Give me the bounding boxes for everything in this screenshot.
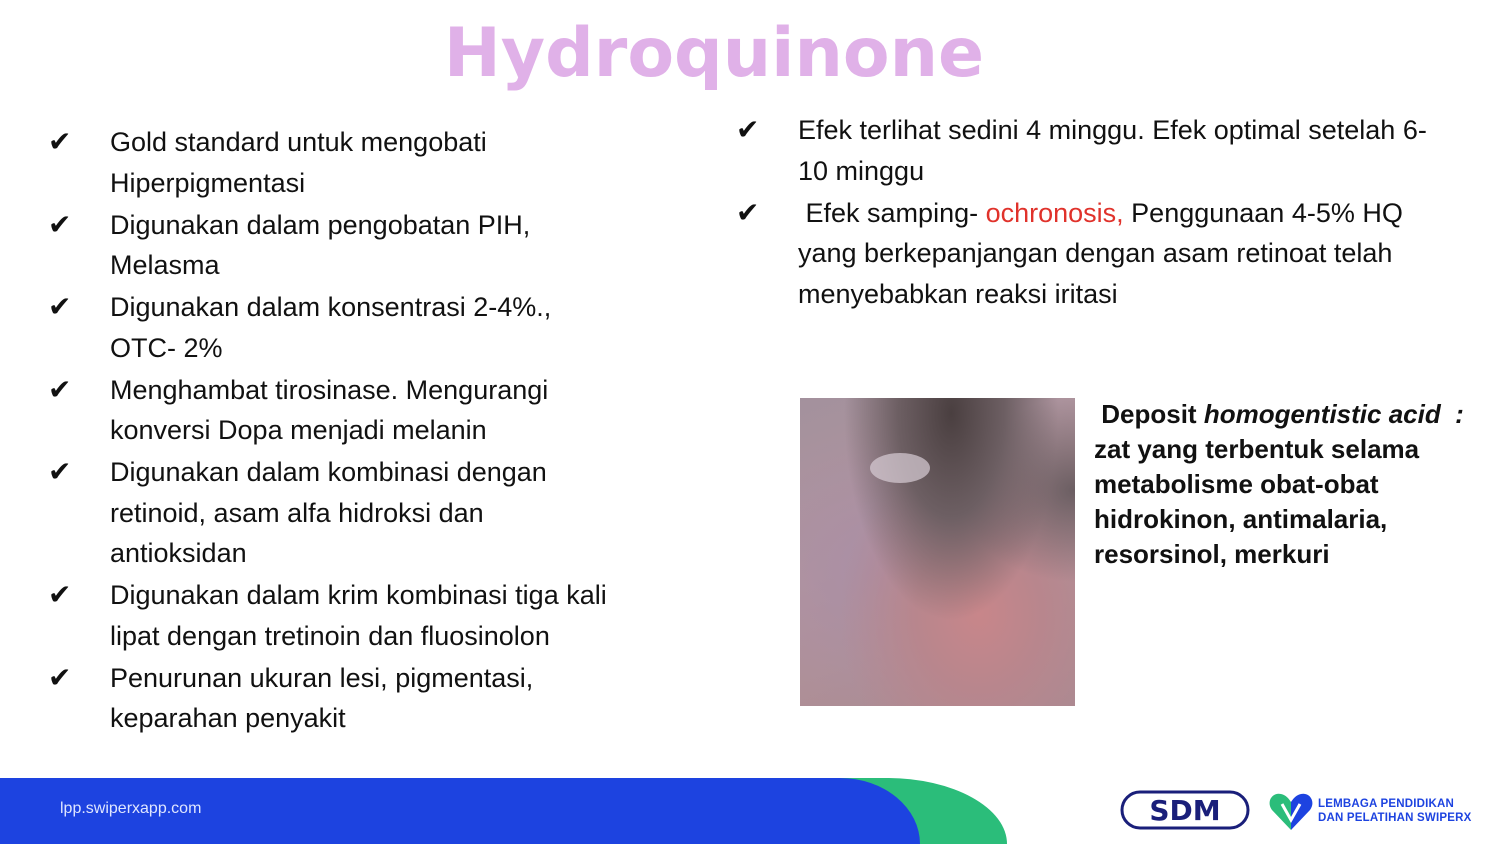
skin-photo [800, 398, 1075, 706]
svg-text:SDM: SDM [1149, 794, 1221, 827]
list-item: ✔ Gold standard untuk mengobati Hiperpigmentasi [48, 122, 608, 203]
check-icon: ✔ [48, 207, 72, 241]
list-item: ✔ Efek terlihat sedini 4 minggu. Efek optimal setelah 6-10 minggu [736, 110, 1436, 191]
sdm-logo [1120, 790, 1250, 830]
list-item: ✔ Digunakan dalam krim kombinasi tiga kali lipat dengan tretinoin dan fluosinolon [48, 575, 608, 656]
check-icon: ✔ [48, 290, 72, 323]
left-bullet-list [48, 122, 608, 740]
check-icon: ✔ [736, 195, 760, 229]
list-item: ✔ Penurunan ukuran lesi, pigmentasi, keparahan penyakit [48, 658, 608, 739]
photo-caption: Deposit homogentistic acid : zat yang terbentuk selama metabolisme obat-obat hidrokinon, antimalaria, resorsinol, merkuri [1094, 399, 1479, 569]
list-item: ✔ Efek samping- ochronosis, Penggunaan 4-5% HQ yang berkepanjangan dengan asam retinoat telah menyebabkan reaksi iritasi [736, 193, 1436, 315]
lpp-logo-text: LEMBAGA PENDIDIKAN DAN PELATIHAN SWIPERX [1318, 798, 1472, 824]
highlight-text: ochronosis, [985, 197, 1124, 228]
footer-url[interactable]: lpp.swiperxapp.com [60, 800, 202, 817]
right-bullet-list [736, 110, 1436, 316]
list-item: ✔ Digunakan dalam konsentrasi 2-4%., OTC- 2% [48, 287, 608, 368]
list-item: ✔ Digunakan dalam pengobatan PIH, Melasma [48, 205, 608, 286]
check-icon: ✔ [48, 372, 72, 406]
check-icon: ✔ [48, 455, 72, 488]
list-item: ✔ Menghambat tirosinase. Mengurangi konversi Dopa menjadi melanin [48, 370, 608, 451]
page-title: Hydroquinone [443, 14, 985, 93]
check-icon: ✔ [48, 578, 72, 611]
heart-logo-icon [1268, 790, 1314, 832]
check-icon: ✔ [48, 660, 72, 694]
check-icon: ✔ [736, 113, 760, 146]
check-icon: ✔ [48, 125, 72, 158]
list-item: ✔ Digunakan dalam kombinasi dengan retinoid, asam alfa hidroksi dan antioksidan [48, 452, 608, 574]
